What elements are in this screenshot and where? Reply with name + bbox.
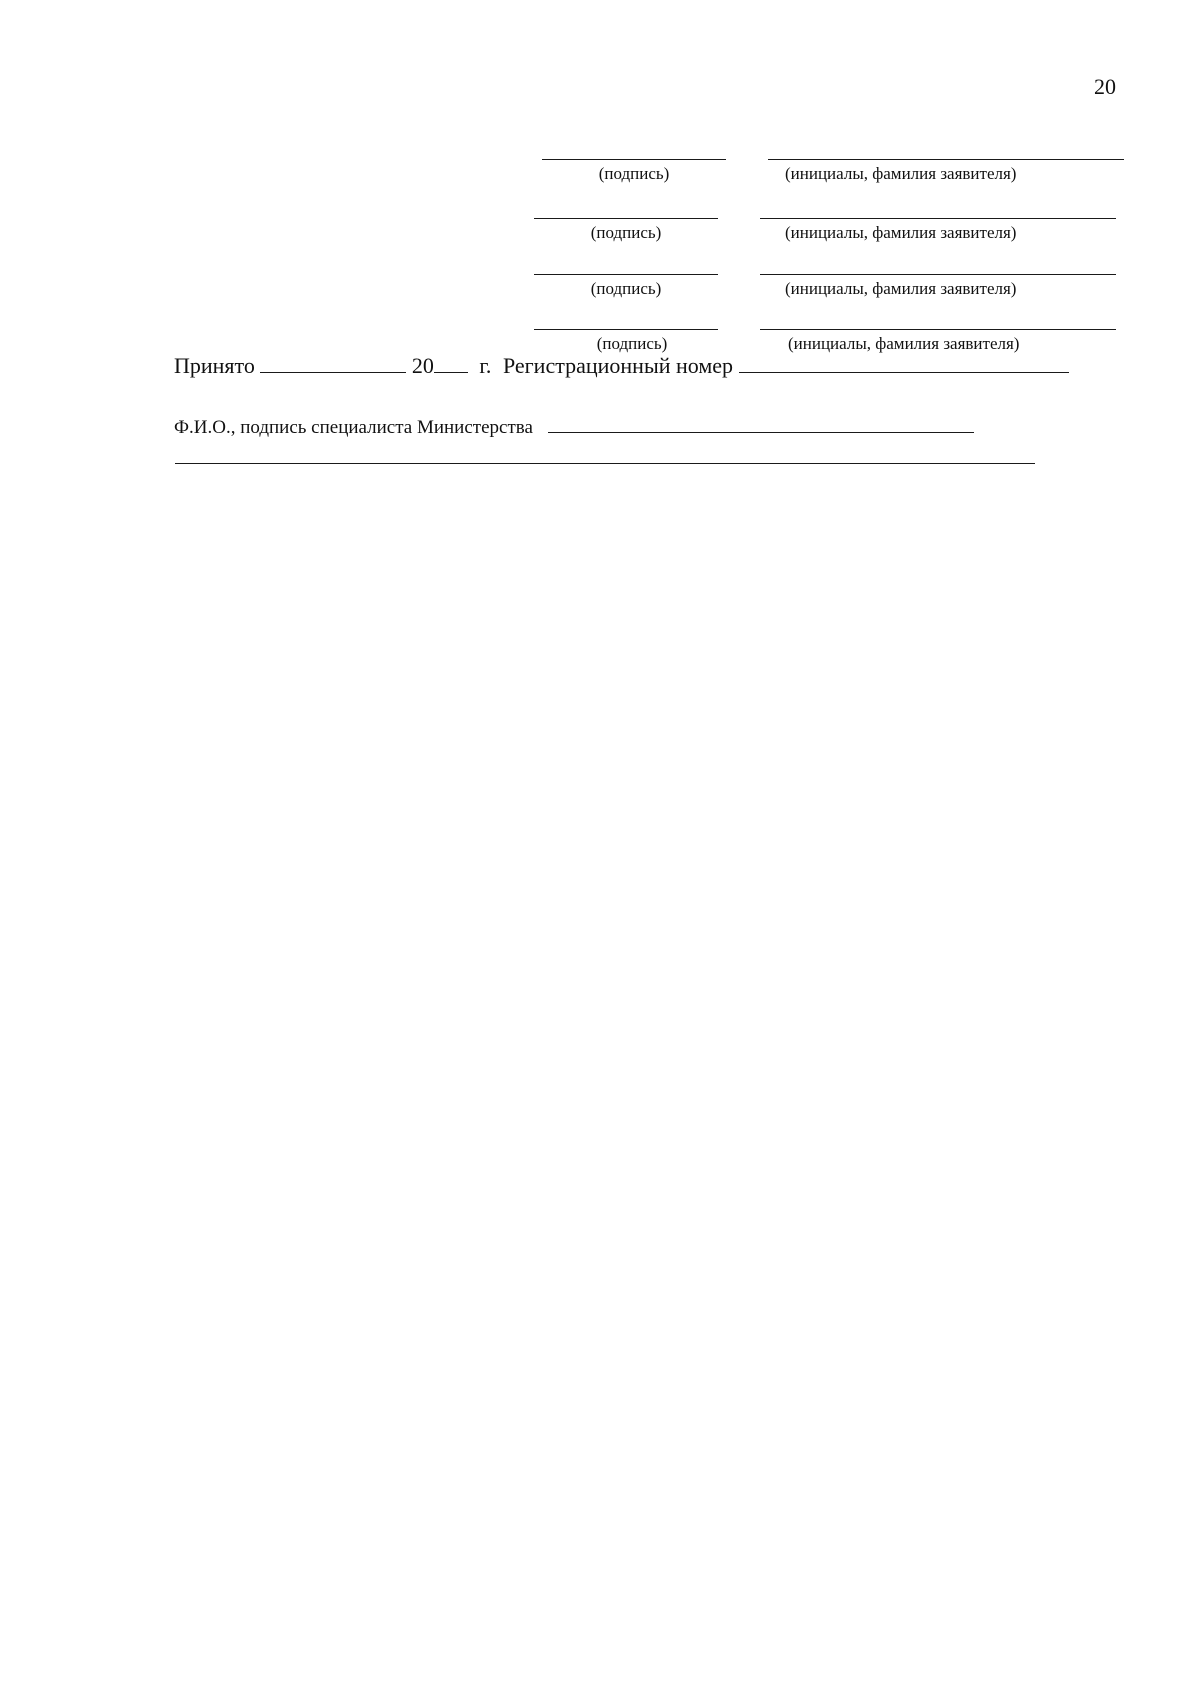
accepted-date-field[interactable]	[260, 352, 406, 373]
signature-caption: (подпись)	[590, 223, 662, 242]
year-suffix: г.	[479, 353, 492, 378]
signature-caption: (подпись)	[598, 164, 670, 183]
specialist-field[interactable]	[548, 412, 974, 433]
signature-row-1	[0, 159, 1200, 199]
name-line[interactable]	[760, 218, 1116, 219]
signature-row-3	[0, 274, 1200, 314]
year-prefix: 20	[411, 353, 434, 378]
signature-caption: (подпись)	[596, 334, 668, 353]
signature-line[interactable]	[534, 218, 718, 219]
signature-row-2	[0, 218, 1200, 258]
name-line[interactable]	[760, 274, 1116, 275]
year-field[interactable]	[434, 352, 468, 373]
signature-line[interactable]	[542, 159, 726, 160]
specialist-continuation-line[interactable]	[175, 463, 1035, 464]
name-caption: (инициалы, фамилия заявителя)	[785, 164, 1017, 183]
registration-label: Регистрационный номер	[502, 353, 734, 378]
registration-number-field[interactable]	[739, 352, 1069, 373]
accepted-label: Принято	[174, 353, 255, 378]
signature-caption: (подпись)	[590, 279, 662, 298]
specialist-line	[174, 412, 974, 439]
accepted-line	[174, 352, 1069, 379]
page-number: 20	[1094, 74, 1116, 99]
name-line[interactable]	[760, 329, 1116, 330]
specialist-label: Ф.И.О., подпись специалиста Министерства	[174, 417, 533, 438]
name-caption: (инициалы, фамилия заявителя)	[788, 334, 1020, 353]
name-caption: (инициалы, фамилия заявителя)	[785, 279, 1017, 298]
signature-line[interactable]	[534, 329, 718, 330]
signature-line[interactable]	[534, 274, 718, 275]
name-caption: (инициалы, фамилия заявителя)	[785, 223, 1017, 242]
name-line[interactable]	[768, 159, 1124, 160]
